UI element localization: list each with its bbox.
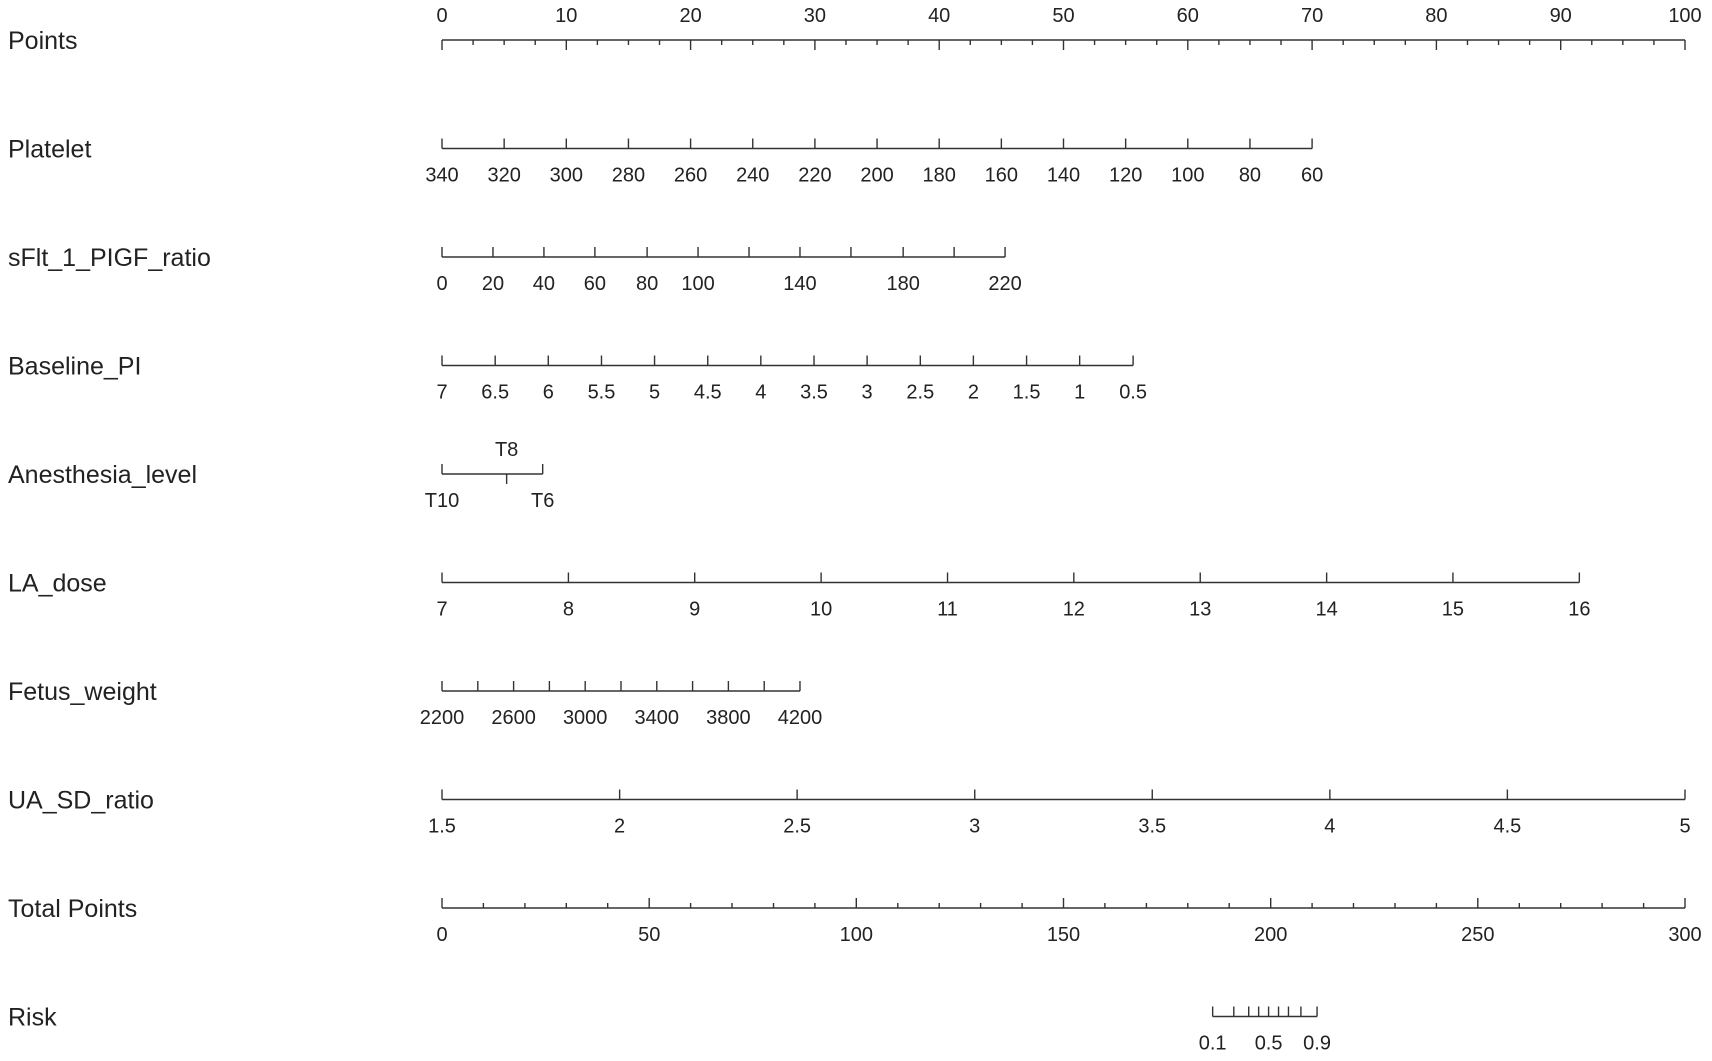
row-label-baseline-pi: Baseline_PI [8,352,142,381]
tick-label-platelet: 100 [1171,164,1205,187]
tick-label-anesthesia-level: T8 [494,439,519,461]
tick-label-risk: 0.5 [1254,1032,1283,1055]
tick-label-sflt-1-pigf-ratio: 60 [583,273,607,295]
tick-label-total-points: 250 [1461,924,1495,946]
tick-label-fetus-weight: 3000 [562,707,608,729]
tick-label-ua-sd-ratio: 3.5 [1138,815,1167,838]
tick-label-baseline-pi: 3 [861,381,873,404]
tick-label-points: 70 [1300,5,1324,27]
row-label-anesthesia-level: Anesthesia_level [8,461,198,489]
tick-label-ua-sd-ratio: 2 [614,815,626,838]
tick-label-ua-sd-ratio: 5 [1679,815,1691,838]
scale-fetus-weight [8,678,822,729]
tick-label-la-dose: 11 [937,598,958,621]
tick-label-baseline-pi: 6 [542,381,554,404]
row-label-total-points: Total Points [8,895,138,923]
tick-label-baseline-pi: 4 [755,381,767,404]
tick-label-platelet: 240 [736,164,770,187]
scale-total-points [8,895,1702,946]
tick-label-fetus-weight: 4200 [777,707,823,729]
tick-label-points: 30 [803,5,827,27]
tick-label-la-dose: 16 [1568,598,1591,621]
tick-label-la-dose: 8 [562,598,574,621]
tick-label-la-dose: 10 [809,598,833,621]
tick-label-la-dose: 14 [1315,598,1338,621]
tick-label-points: 50 [1052,5,1075,27]
row-label-fetus-weight: Fetus_weight [8,678,157,706]
tick-label-baseline-pi: 3.5 [800,381,828,404]
tick-label-platelet: 340 [425,164,459,187]
tick-label-sflt-1-pigf-ratio: 40 [532,273,556,295]
tick-label-platelet: 280 [611,164,646,187]
tick-label-sflt-1-pigf-ratio: 0 [436,273,448,295]
tick-label-points: 80 [1425,5,1448,27]
tick-label-baseline-pi: 5 [648,381,661,404]
scale-anesthesia-level [8,439,554,512]
tick-label-la-dose: 15 [1441,598,1465,621]
scale-sflt-1-pigf-ratio [8,244,1022,295]
tick-label-points: 100 [1668,5,1702,27]
tick-label-platelet: 60 [1300,164,1324,187]
tick-label-baseline-pi: 6.5 [481,381,510,404]
tick-label-fetus-weight: 3800 [706,707,751,729]
row-label-points: Points [8,27,78,55]
tick-label-risk: 0.9 [1303,1032,1331,1055]
tick-label-sflt-1-pigf-ratio: 80 [635,273,659,295]
tick-label-platelet: 140 [1046,164,1081,187]
scale-platelet [8,136,1323,187]
tick-label-baseline-pi: 7 [436,381,448,404]
tick-label-anesthesia-level: T10 [424,490,460,512]
row-label-sflt-1-pigf-ratio: sFlt_1_PIGF_ratio [8,244,211,272]
tick-label-baseline-pi: 0.5 [1119,381,1148,404]
tick-label-la-dose: 7 [436,598,448,621]
tick-label-sflt-1-pigf-ratio: 180 [886,273,920,295]
tick-label-platelet: 260 [673,164,708,187]
tick-label-total-points: 0 [436,924,448,946]
tick-label-platelet: 200 [860,164,894,187]
tick-label-sflt-1-pigf-ratio: 100 [681,273,715,295]
tick-label-baseline-pi: 1 [1074,381,1086,404]
tick-label-ua-sd-ratio: 4 [1324,815,1336,838]
tick-label-points: 20 [679,5,702,27]
row-label-la-dose: LA_dose [8,569,107,598]
row-label-ua-sd-ratio: UA_SD_ratio [8,786,154,815]
tick-label-baseline-pi: 1.5 [1012,381,1041,404]
tick-label-baseline-pi: 5.5 [587,381,616,404]
tick-label-fetus-weight: 2600 [491,707,536,729]
tick-label-total-points: 200 [1254,924,1288,946]
tick-label-points: 0 [436,5,448,27]
tick-label-sflt-1-pigf-ratio: 140 [783,273,817,295]
tick-label-total-points: 150 [1046,924,1081,946]
tick-label-points: 40 [928,5,951,27]
tick-label-sflt-1-pigf-ratio: 20 [481,273,505,295]
tick-label-baseline-pi: 4.5 [693,381,722,404]
tick-label-platelet: 300 [549,164,583,187]
tick-label-points: 90 [1549,5,1572,27]
scale-points [8,5,1702,55]
tick-label-sflt-1-pigf-ratio: 220 [988,273,1022,295]
row-label-platelet: Platelet [8,135,92,164]
scale-baseline-pi [8,353,1147,404]
tick-label-total-points: 300 [1668,924,1702,946]
tick-label-platelet: 320 [487,164,521,187]
tick-label-points: 60 [1176,5,1199,27]
tick-label-points: 10 [555,5,578,27]
scale-la-dose [8,570,1590,621]
tick-label-ua-sd-ratio: 3 [969,815,981,838]
tick-label-platelet: 80 [1238,164,1262,187]
tick-label-la-dose: 12 [1062,598,1085,621]
tick-label-la-dose: 13 [1189,598,1212,621]
tick-label-baseline-pi: 2 [967,381,979,404]
tick-label-ua-sd-ratio: 4.5 [1493,815,1522,838]
scale-ua-sd-ratio [8,787,1691,838]
tick-label-ua-sd-ratio: 2.5 [783,815,812,838]
tick-label-platelet: 160 [984,164,1019,187]
tick-label-fetus-weight: 2200 [419,707,465,729]
tick-label-ua-sd-ratio: 1.5 [428,815,456,838]
tick-label-la-dose: 9 [689,598,701,621]
tick-label-fetus-weight: 3400 [634,707,680,729]
tick-label-total-points: 100 [839,924,873,946]
tick-label-platelet: 220 [798,164,832,187]
tick-label-anesthesia-level: T6 [531,490,555,512]
scale-risk [8,1004,1331,1055]
tick-label-platelet: 120 [1108,164,1143,187]
tick-label-total-points: 50 [638,924,661,946]
tick-label-baseline-pi: 2.5 [906,381,935,404]
tick-label-platelet: 180 [922,164,956,187]
row-label-risk: Risk [8,1003,57,1032]
tick-label-risk: 0.1 [1198,1032,1227,1055]
